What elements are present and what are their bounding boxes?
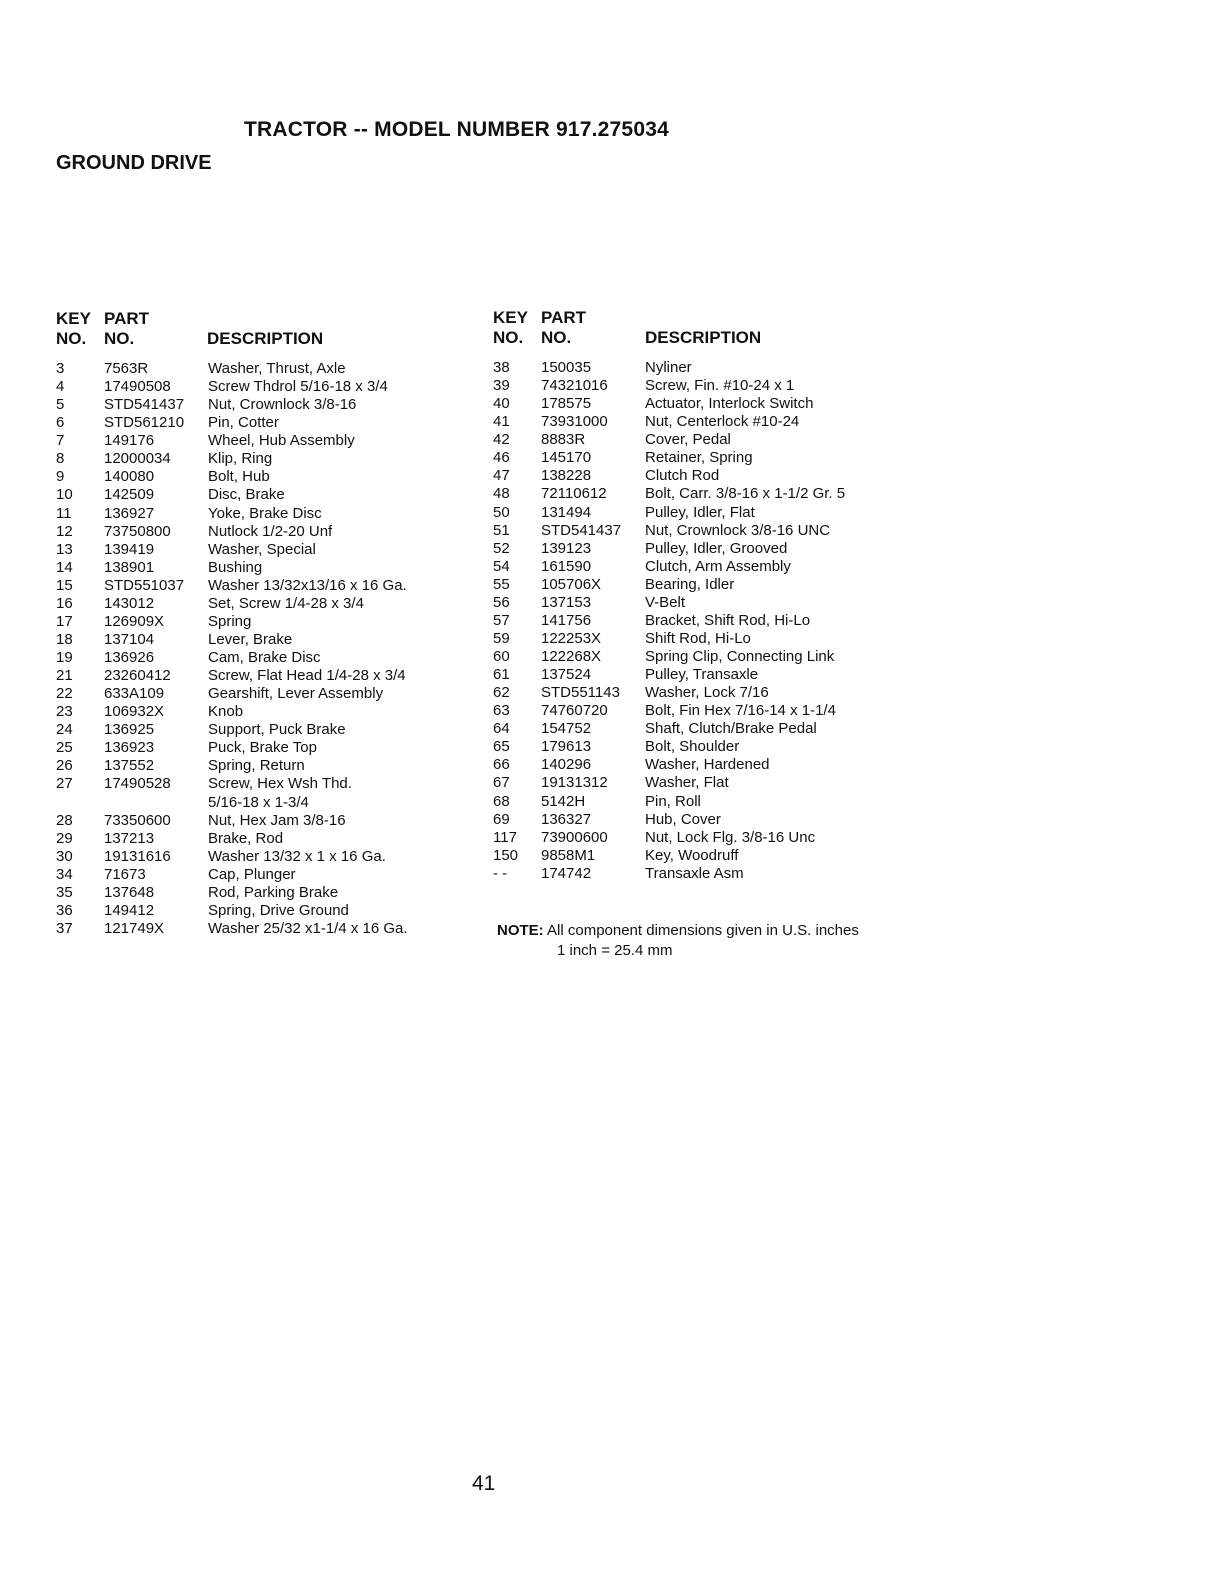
part-no-cell: 74321016 (541, 377, 608, 395)
key-cell: 48 (493, 485, 510, 503)
table-row (56, 846, 519, 866)
part-no-cell: 8883R (541, 431, 586, 449)
description-cell: Bolt, Shoulder (645, 738, 740, 756)
table-row (493, 467, 953, 485)
description-cell: Screw, Flat Head 1/4-28 x 3/4 (208, 667, 406, 685)
part-no-cell: 137153 (541, 593, 592, 611)
part-no-cell: 161590 (541, 557, 592, 575)
key-cell: 56 (493, 593, 510, 611)
right-parts-table (493, 359, 953, 883)
part-no-cell: 7563R (104, 360, 149, 377)
part-no-cell: 138228 (541, 467, 592, 485)
description-cell: 5/16-18 x 1-3/4 (208, 793, 309, 811)
part-no-cell: 137104 (104, 630, 155, 648)
description-cell: Cam, Brake Disc (208, 649, 321, 666)
part-no-cell: 139419 (104, 540, 155, 558)
key-cell: 13 (56, 540, 73, 558)
key-cell: 28 (56, 811, 73, 829)
description-cell: Rod, Parking Brake (208, 883, 339, 901)
key-cell: 24 (56, 721, 73, 739)
key-cell: 23 (56, 703, 73, 721)
description-cell: Shift Rod, Hi-Lo (645, 629, 751, 647)
table-row (56, 505, 516, 523)
table-row (56, 703, 516, 721)
key-cell: 29 (56, 829, 73, 847)
description-cell: Washer 25/32 x1-1/4 x 16 Ga. (208, 919, 408, 937)
key-cell: 61 (493, 666, 510, 684)
description-cell: Pulley, Transaxle (645, 666, 759, 684)
description-cell: Brake, Rod (208, 829, 284, 847)
description-cell: Spring Clip, Connecting Link (645, 648, 835, 665)
table-row (56, 577, 516, 595)
key-cell: 52 (493, 539, 510, 557)
key-cell: 21 (56, 667, 73, 685)
description-cell: Bolt, Fin Hex 7/16-14 x 1-1/4 (645, 702, 836, 720)
table-row (493, 413, 953, 431)
table-row (56, 360, 516, 378)
description-cell: Nut, Hex Jam 3/8-16 (208, 811, 346, 829)
key-cell: 50 (493, 503, 510, 521)
part-no-cell: 5142H (541, 792, 586, 810)
part-no-cell: STD561210 (104, 414, 185, 432)
description-cell: Key, Woodruff (645, 846, 739, 864)
table-row (493, 612, 953, 630)
table-row (56, 396, 516, 414)
table-row (493, 756, 953, 774)
part-no-cell: STD551143 (541, 684, 620, 702)
key-cell: 5 (56, 396, 65, 414)
description-cell: Washer, Flat (645, 774, 729, 792)
description-cell: Bearing, Idler (645, 575, 735, 593)
part-no-cell: 74760720 (541, 702, 608, 720)
table-row (56, 595, 516, 613)
description-cell: Screw, Fin. #10-24 x 1 (645, 377, 795, 395)
table-row (56, 902, 516, 920)
note-label: NOTE: (497, 922, 544, 939)
part-no-cell: 150035 (541, 359, 592, 376)
key-cell: 59 (493, 629, 510, 647)
table-row (56, 667, 516, 685)
key-cell: 9 (56, 468, 65, 486)
part-no-cell: 136926 (104, 649, 155, 666)
part-no-cell: 143012 (104, 594, 155, 612)
key-cell: 3 (56, 360, 65, 377)
description-cell: Washer, Lock 7/16 (645, 684, 769, 702)
left-parts-table (56, 360, 519, 938)
table-row (493, 540, 953, 558)
description-cell: Bushing (208, 558, 263, 576)
table-row (56, 450, 516, 468)
table-row (56, 378, 516, 396)
table-row (56, 739, 516, 757)
description-cell: Gearshift, Lever Assembly (208, 685, 384, 703)
description-cell: Nut, Lock Flg. 3/8-16 Unc (645, 828, 816, 846)
key-cell: 35 (56, 883, 73, 901)
key-cell: 46 (493, 449, 510, 467)
key-cell: 4 (56, 378, 65, 396)
table-row (56, 721, 516, 739)
description-cell: Clutch, Arm Assembly (645, 557, 791, 575)
table-row (56, 830, 516, 848)
part-no-cell: 138901 (104, 558, 155, 576)
table-row (493, 829, 953, 847)
table-row (493, 395, 953, 413)
table-row (493, 431, 953, 449)
table-row (493, 377, 953, 395)
right-description-header: DESCRIPTION (645, 328, 762, 347)
right-part-header: PART NO. (541, 308, 587, 347)
table-row (56, 613, 516, 631)
description-cell: Retainer, Spring (645, 449, 753, 467)
part-no-cell: 131494 (541, 503, 592, 521)
key-cell: 69 (493, 810, 510, 828)
key-cell: 65 (493, 738, 510, 756)
key-cell: 47 (493, 467, 510, 485)
part-no-cell: 19131616 (104, 847, 171, 865)
left-description-header: DESCRIPTION (207, 329, 324, 348)
key-cell: 55 (493, 575, 510, 593)
part-no-cell: 9858M1 (541, 846, 596, 864)
table-row (493, 811, 953, 829)
key-cell: 27 (56, 775, 73, 793)
table-row (56, 920, 516, 938)
part-no-cell: 154752 (541, 720, 592, 738)
key-cell: 41 (493, 413, 510, 431)
table-row (56, 812, 516, 830)
part-no-cell: 174742 (541, 864, 592, 882)
section-title: GROUND DRIVE (56, 152, 212, 174)
part-no-cell: 17490508 (104, 378, 171, 396)
table-row (493, 666, 953, 684)
description-cell: Hub, Cover (645, 810, 721, 828)
table-row (56, 541, 516, 559)
part-no-cell: 178575 (541, 395, 592, 413)
table-row (493, 738, 953, 756)
table-row (56, 486, 516, 504)
part-no-cell: STD541437 (104, 396, 185, 414)
description-cell: Screw, Hex Wsh Thd. (208, 775, 352, 793)
table-row (56, 559, 516, 577)
key-cell: 150 (493, 846, 519, 864)
key-cell: 25 (56, 739, 73, 757)
key-cell: 34 (56, 865, 73, 883)
key-cell: 22 (56, 685, 73, 703)
description-cell: Washer 13/32 x 1 x 16 Ga. (208, 847, 386, 865)
key-cell: 14 (56, 558, 73, 576)
description-cell: Lever, Brake (208, 630, 293, 648)
description-cell: Bracket, Shift Rod, Hi-Lo (645, 611, 811, 629)
part-no-cell: 149176 (104, 432, 155, 450)
description-cell: Transaxle Asm (645, 864, 744, 882)
table-row (493, 793, 953, 811)
key-cell: 39 (493, 377, 510, 395)
description-cell: Washer 13/32x13/16 x 16 Ga. (208, 576, 407, 594)
table-row (493, 359, 953, 377)
description-cell: Cap, Plunger (208, 865, 296, 883)
note-text: All component dimensions given in U.S. inches (547, 922, 859, 939)
key-cell: 67 (493, 774, 510, 792)
table-row (493, 648, 953, 666)
left-key-header: KEY NO. (56, 309, 91, 348)
part-no-cell: STD551037 (104, 576, 185, 594)
key-cell: 37 (56, 919, 73, 937)
key-cell: 12 (56, 522, 73, 540)
description-cell: Yoke, Brake Disc (208, 504, 322, 522)
part-no-cell: 141756 (541, 611, 592, 629)
description-cell: Nut, Crownlock 3/8-16 UNC (645, 521, 831, 539)
description-cell: Clutch Rod (645, 467, 720, 485)
table-row (493, 702, 953, 720)
part-no-cell: 106932X (104, 703, 165, 721)
table-row (493, 522, 953, 540)
table-row (493, 684, 953, 702)
left-part-header: PART NO. (104, 309, 150, 348)
part-no-cell: 149412 (104, 901, 155, 919)
part-no-cell: 122268X (541, 648, 602, 665)
table-row (56, 757, 516, 775)
description-cell: Actuator, Interlock Switch (645, 395, 814, 413)
description-cell: Shaft, Clutch/Brake Pedal (645, 720, 817, 738)
table-row (56, 631, 516, 649)
key-cell: 10 (56, 486, 73, 504)
part-no-cell: 140080 (104, 468, 155, 486)
description-cell: Cover, Pedal (645, 431, 731, 449)
part-no-cell: 139123 (541, 539, 592, 557)
key-cell: 7 (56, 432, 65, 450)
part-no-cell: 140296 (541, 756, 592, 774)
part-no-cell: 136327 (541, 810, 592, 828)
description-cell: Washer, Hardened (645, 756, 770, 774)
part-no-cell: 19131312 (541, 774, 608, 792)
note-conversion: 1 inch = 25.4 mm (557, 942, 673, 959)
part-no-cell: 73350600 (104, 811, 171, 829)
key-cell: 51 (493, 521, 510, 539)
note (497, 921, 859, 961)
table-row (56, 468, 516, 486)
table-row (56, 884, 516, 902)
description-cell: Screw Thdrol 5/16-18 x 3/4 (208, 378, 388, 396)
description-cell: Pin, Cotter (208, 414, 279, 432)
part-no-cell: 126909X (104, 612, 165, 630)
part-no-cell: 105706X (541, 575, 602, 593)
description-cell: Bolt, Hub (208, 468, 270, 486)
table-row (56, 432, 516, 450)
key-cell: 18 (56, 630, 73, 648)
part-no-cell: 73931000 (541, 413, 608, 431)
part-no-cell: 17490528 (104, 775, 171, 793)
description-cell: Nutlock 1/2-20 Unf (208, 522, 333, 540)
part-no-cell: 23260412 (104, 667, 171, 685)
table-row (56, 414, 516, 432)
key-cell: 117 (493, 828, 517, 846)
description-cell: Nut, Centerlock #10-24 (645, 413, 800, 431)
part-no-cell: 136927 (104, 504, 155, 522)
description-cell: Knob (208, 703, 244, 721)
part-no-cell: 137552 (104, 757, 155, 775)
table-row (493, 774, 953, 792)
table-row (56, 866, 516, 884)
description-cell: Bolt, Carr. 3/8-16 x 1-1/2 Gr. 5 (645, 485, 846, 503)
part-no-cell: 71673 (104, 865, 146, 883)
description-cell: Nut, Crownlock 3/8-16 (208, 396, 357, 414)
description-cell: Puck, Brake Top (208, 739, 317, 757)
part-no-cell: 179613 (541, 738, 592, 756)
description-cell: Nyliner (645, 359, 692, 376)
key-cell: 60 (493, 648, 510, 665)
description-cell: Washer, Special (208, 540, 316, 558)
description-cell: Klip, Ring (208, 450, 273, 468)
key-cell: 40 (493, 395, 510, 413)
table-row (493, 865, 953, 883)
key-cell: 63 (493, 702, 510, 720)
part-no-cell: 72110612 (541, 485, 607, 503)
table-row (56, 775, 516, 793)
part-no-cell: 137213 (104, 829, 155, 847)
description-cell: Support, Puck Brake (208, 721, 346, 739)
table-row (493, 720, 953, 738)
table-row (56, 685, 516, 703)
key-cell: 15 (56, 576, 73, 594)
page-title: TRACTOR -- MODEL NUMBER 917.275034 (244, 118, 669, 141)
right-key-header: KEY NO. (493, 308, 528, 347)
table-row (493, 485, 953, 503)
description-cell: Wheel, Hub Assembly (208, 432, 355, 450)
part-no-cell: 73900600 (541, 828, 608, 846)
description-cell: Washer, Thrust, Axle (208, 360, 346, 377)
key-cell: 66 (493, 756, 510, 774)
key-cell: 17 (56, 612, 73, 630)
page-number: 41 (472, 1472, 496, 1495)
description-cell: Disc, Brake (208, 486, 285, 504)
table-row (56, 523, 516, 541)
part-no-cell: 633A109 (104, 685, 165, 703)
table-row (493, 594, 953, 612)
part-no-cell: 121749X (104, 919, 165, 937)
key-cell: 36 (56, 901, 73, 919)
description-cell: V-Belt (645, 593, 686, 611)
key-cell: 30 (56, 847, 73, 865)
description-cell: Spring (208, 612, 252, 630)
table-row (493, 449, 953, 467)
key-cell: 6 (56, 414, 65, 432)
key-cell: 8 (56, 450, 65, 468)
table-row (493, 576, 953, 594)
part-no-cell: 142509 (104, 486, 155, 504)
description-cell: Pin, Roll (645, 792, 701, 810)
key-cell: 26 (56, 757, 73, 775)
part-no-cell: 12000034 (104, 450, 171, 468)
part-no-cell: 136925 (104, 721, 155, 739)
part-no-cell: 137648 (104, 883, 155, 901)
table-row (493, 630, 953, 648)
key-cell: 68 (493, 792, 510, 810)
key-cell: 19 (56, 649, 73, 666)
key-cell: 42 (493, 431, 510, 449)
table-row (493, 558, 953, 576)
key-cell: 16 (56, 594, 73, 612)
key-cell: 57 (493, 611, 510, 629)
part-no-cell: 73750800 (104, 522, 171, 540)
description-cell: Spring, Drive Ground (208, 901, 349, 919)
table-row (56, 649, 516, 667)
key-cell: 11 (56, 504, 72, 522)
key-cell: 38 (493, 359, 510, 376)
key-cell: 62 (493, 684, 510, 702)
key-cell: 64 (493, 720, 510, 738)
part-no-cell: 145170 (541, 449, 592, 467)
part-no-cell: 137524 (541, 666, 592, 684)
table-row (493, 504, 953, 522)
part-no-cell: 136923 (104, 739, 155, 757)
description-cell: Pulley, Idler, Grooved (645, 539, 788, 557)
key-cell: 54 (493, 557, 510, 575)
part-no-cell: 122253X (541, 629, 602, 647)
description-cell: Spring, Return (208, 757, 305, 775)
description-cell: Set, Screw 1/4-28 x 3/4 (208, 594, 364, 612)
key-cell: - - (493, 864, 508, 882)
table-row (493, 847, 953, 865)
part-no-cell: STD541437 (541, 521, 622, 539)
table-row (56, 794, 516, 812)
description-cell: Pulley, Idler, Flat (645, 503, 755, 521)
